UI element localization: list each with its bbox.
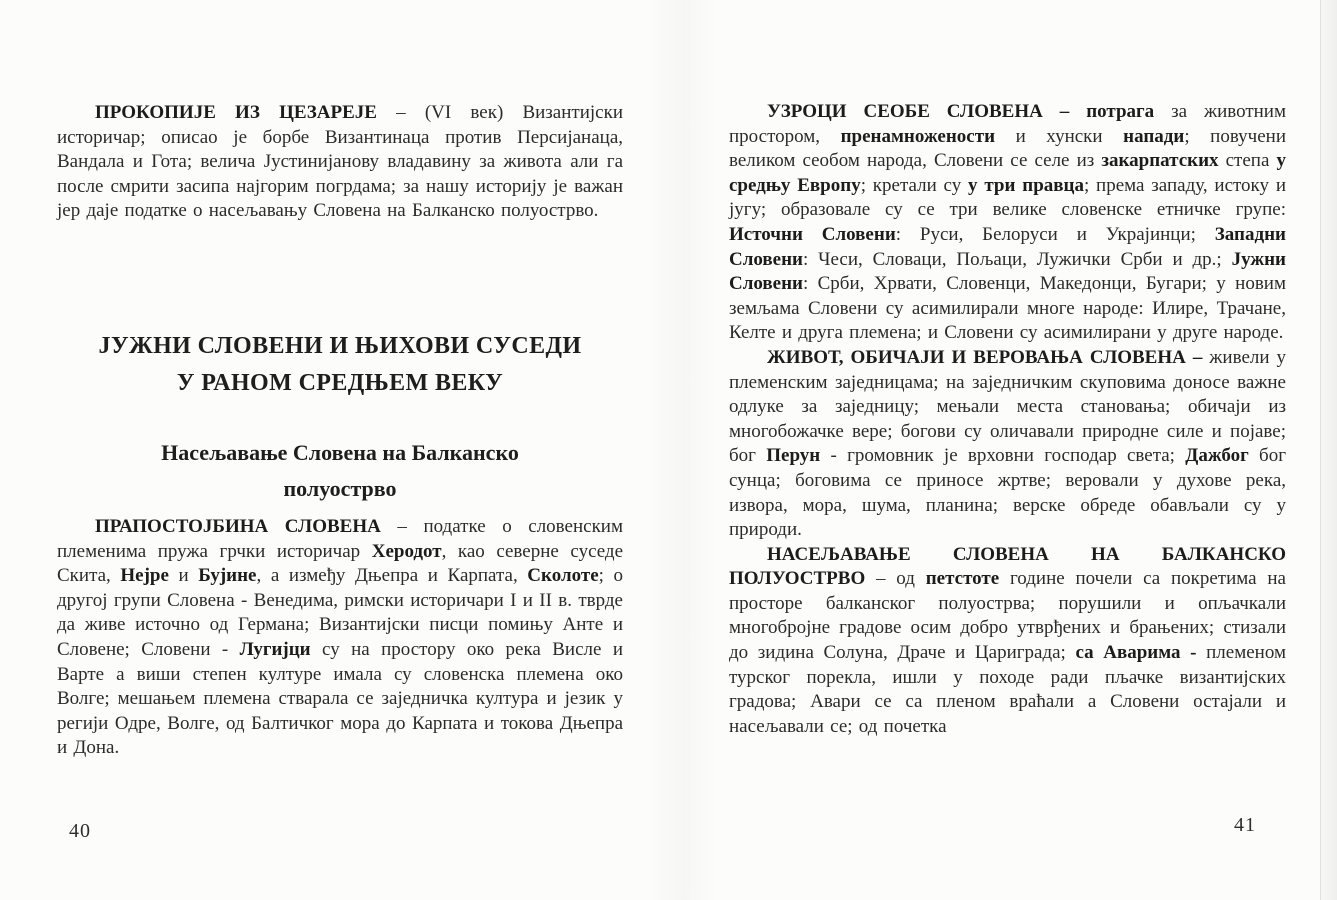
- section-heading-line-1: Насељавање Словена на Балканско: [161, 440, 519, 465]
- paragraph-zivot-obicaji: ЖИВОТ, ОБИЧАЈИ И ВЕРОВАЊА СЛОВЕНА – живели у племенским заједницама; на заједничким скуповима доносе важне одлуке за заједницу; мењали места становања; обичаји из многобожачке вере; богови су оличавали природне силе и појаве; бог Перун - громовник је врховни господар света; Дажбог бог сунца; боговима се приносе жртве; веровали у духове река, извора, мора, шума, планина; верске обреде обављали су у природи.: [729, 346, 1286, 541]
- paragraph-uzroci-seobe: УЗРОЦИ СЕОБЕ СЛОВЕНА – потрага за животним простором, пренамножености и хунски напади; повучени великом сеобом народа, Словени се селе из закарпатских степа у средњу Европу; кретали су у три правца; према западу, истоку и југу; образовале су се три велике словенске етничке групе: Источни Словени: Руси, Белоруси и Украјинци; Западни Словени: Чеси, Словаци, Пољаци, Лужички Срби и др.; Јужни Словени: Срби, Хрвати, Словенци, Македонци, Бугари; у новим земљама Словени су асимилирали многе народе: Илире, Трачане, Келте и друга племена; и Словени су асимилирани у друге народе.: [729, 101, 1286, 344]
- left-page: [57, 0, 623, 900]
- chapter-title-line-2: У РАНОМ СРЕДЊЕМ ВЕКУ: [176, 370, 504, 396]
- intro-paragraph: ПРОКОПИЈЕ ИЗ ЦЕЗАРЕЈЕ – (VI век) Византијски историчар; описао је борбе Византинаца против Персијанаца, Вандала и Гота; велича Јустинијанову владавину за живота али га после смрити засипа најгорим погрдама; за нашу историју је важан јер даје податке о насељавању Словена на Балканско полуострво.: [57, 102, 623, 222]
- right-page: [729, 0, 1286, 900]
- right-page-text-flow: [729, 100, 1286, 739]
- book-gutter-shadow: [648, 0, 718, 900]
- chapter-title: [57, 328, 623, 402]
- body-paragraph: ПРАПОСТОЈБИНА СЛОВЕНА – податке о словенским племенима пружа грчки историчар Херодот, као северне суседе Скита, Нејре и Бујине, а између Дњепра и Карпата, Сколоте; о другој групи Словена - Венедима, римски историчари I и II в. тврде да живе источно од Германа; Византијски писци помињу Анте и Словене; Словени - Лугијци су на простору око река Висле и Варте а виши степен културе имала су словенска племена око Волге; мешањем племена стварала се заједничка култура и језик у регији Одре, Волге, од Балтичког мора до Карпата и токова Дњепра и Дона.: [57, 516, 624, 759]
- page-number-right: 41: [1234, 814, 1256, 836]
- section-heading-line-2: полуострво: [283, 476, 397, 501]
- chapter-title-line-1: ЈУЖНИ СЛОВЕНИ И ЊИХОВИ СУСЕДИ: [98, 333, 582, 359]
- page-edge-shadow: [1320, 0, 1337, 900]
- paragraph-naseljavanje: НАСЕЉАВАЊЕ СЛОВЕНА НА БАЛКАНСКО ПОЛУОСТРВО – од петстоте године почели са покретима на просторе балканског полуострва; порушили и опљачкали многобројне градове осим добро утврђених и брањених; стизали до зидина Солуна, Драче и Цариграда; са Аварима - племеном турског порекла, ишли у походе ради пљачке византијских градова; Авари се са пленом враћали а Словени остајали и насељавали се; од почетка: [729, 543, 1287, 737]
- section-heading: [57, 435, 623, 507]
- page-number-left: 40: [69, 820, 91, 842]
